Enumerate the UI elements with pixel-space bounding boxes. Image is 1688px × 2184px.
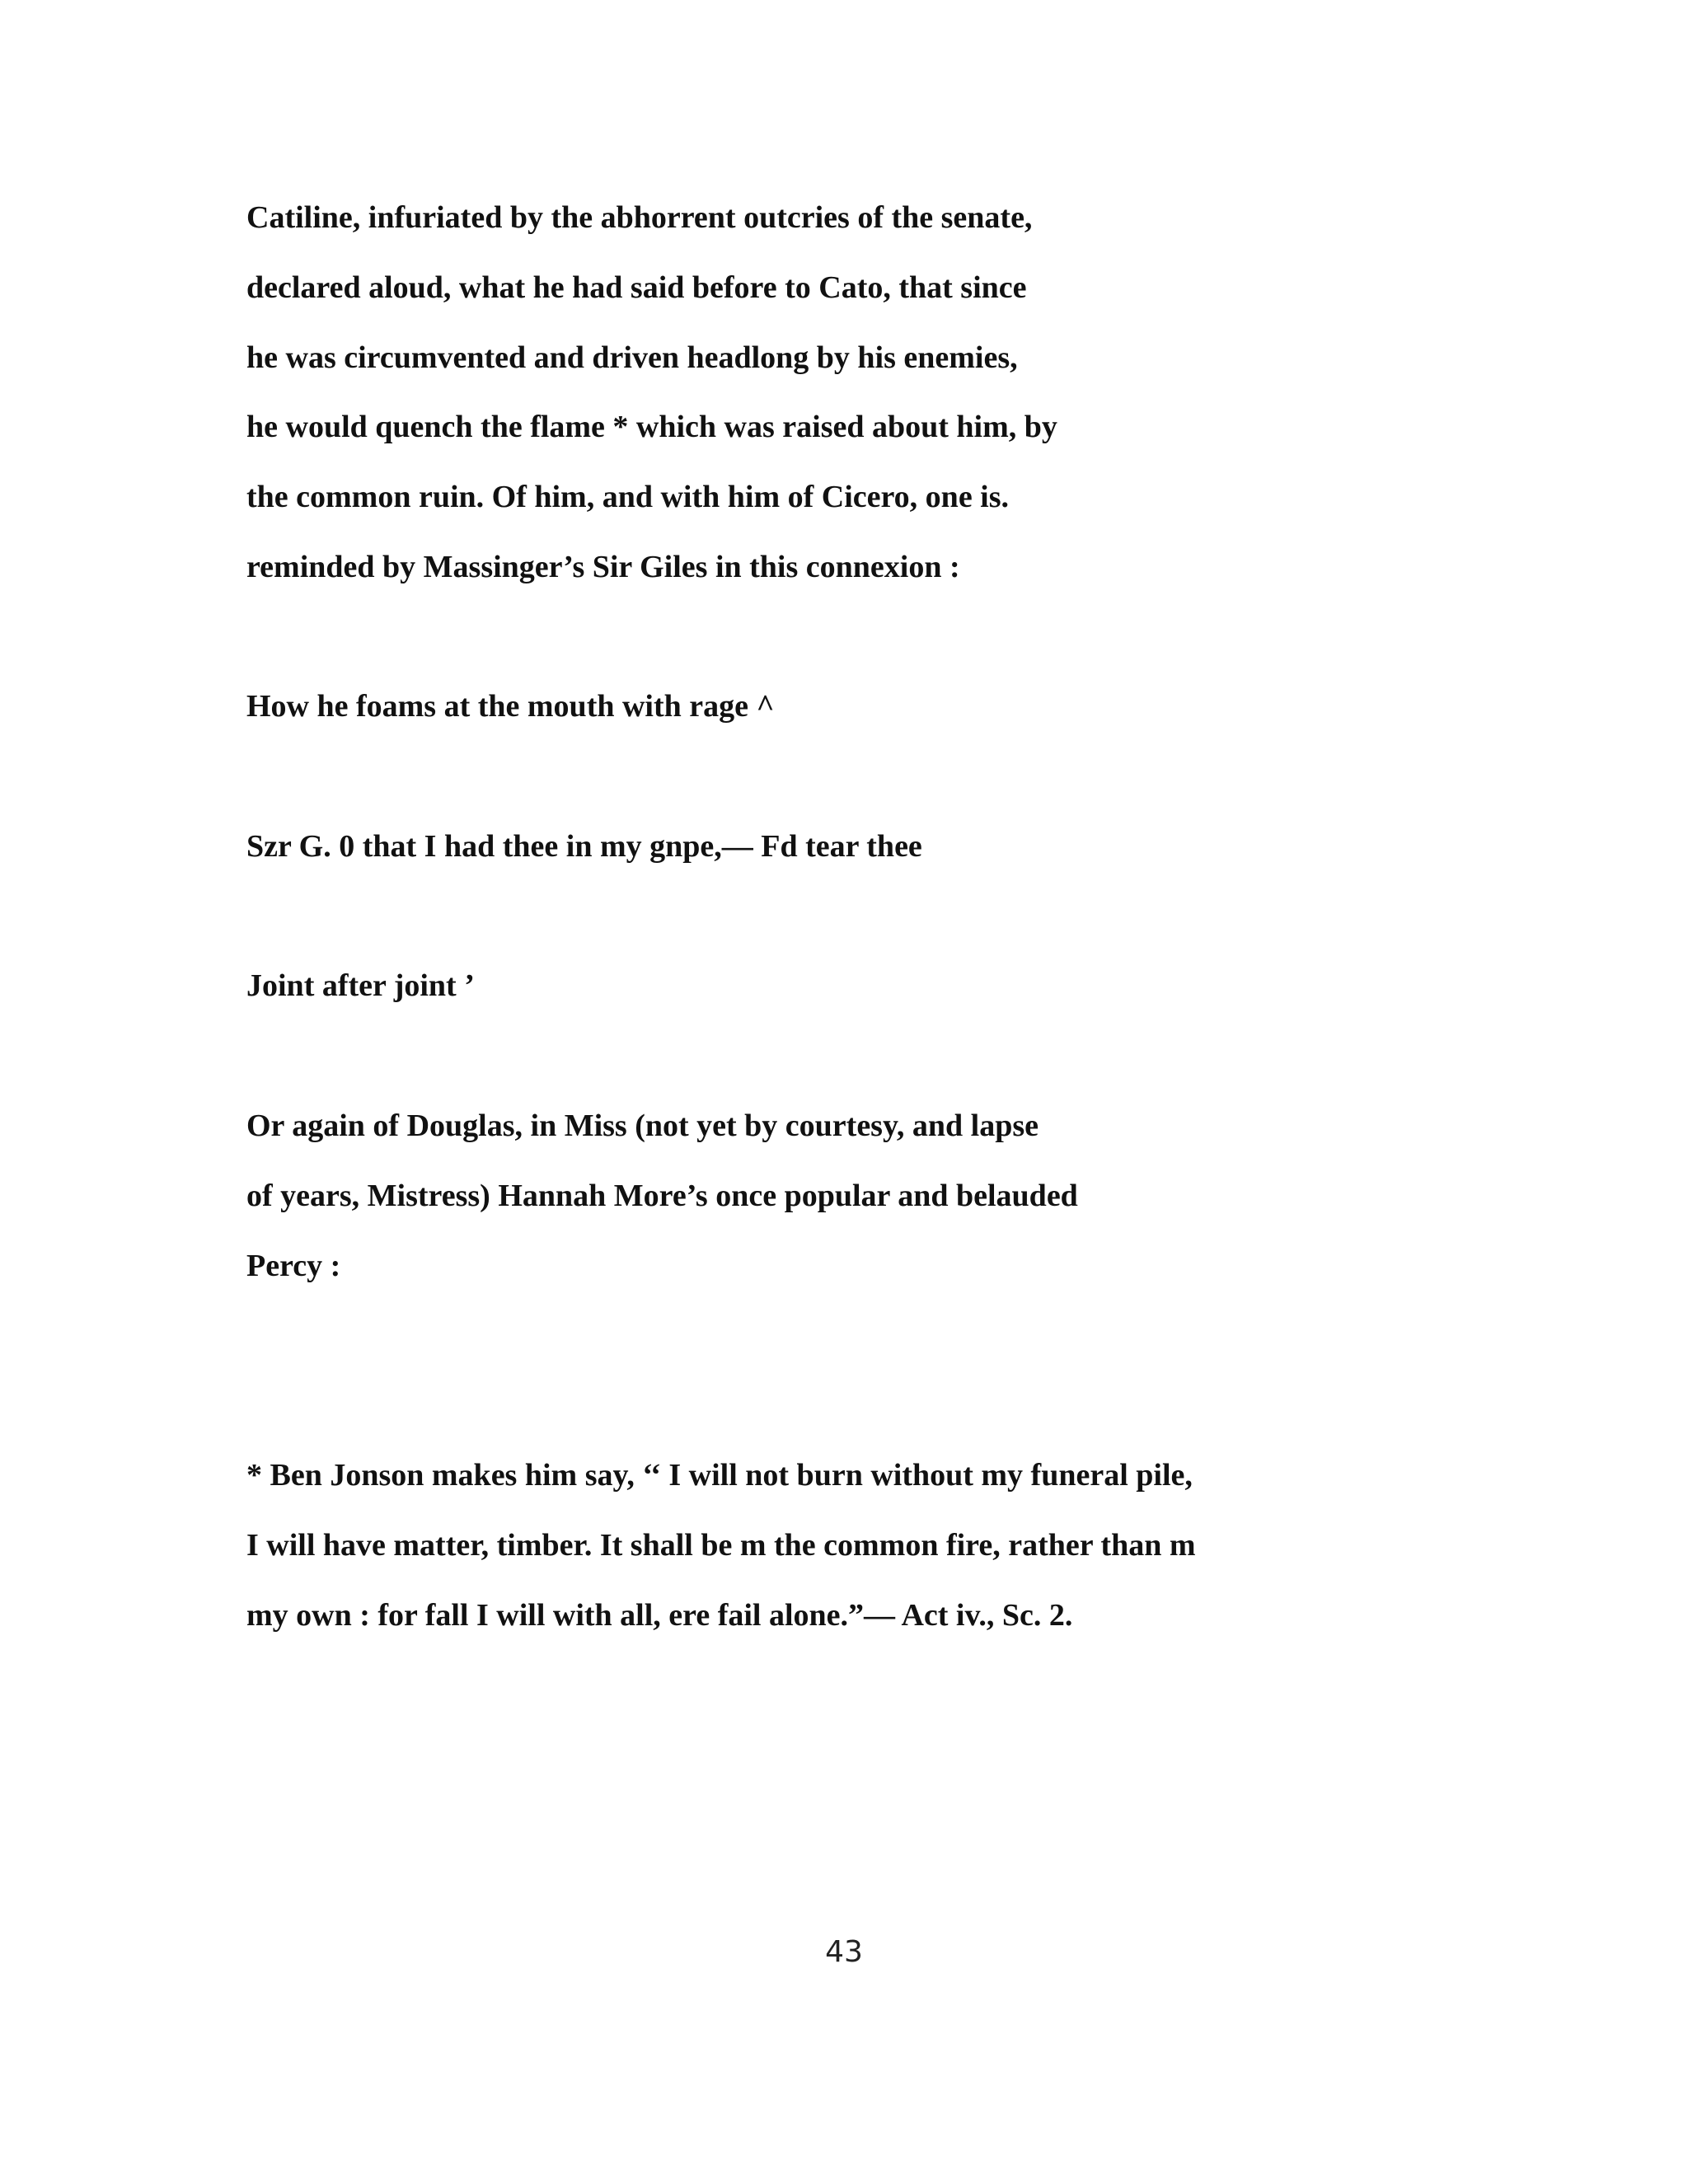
quote-line: Szr G. 0 that I had thee in my gnpe,— Fd tear thee <box>246 829 922 864</box>
footnote-line: my own : for fall I will with all, ere fail alone.”— Act iv., Sc. 2. <box>246 1598 1073 1633</box>
quote-line: How he foams at the mouth with rage ^ <box>246 689 775 724</box>
quote-line: Joint after joint ’ <box>246 968 475 1003</box>
text-line: reminded by Massinger’s Sir Giles in this connexion : <box>246 550 960 584</box>
text-line: Percy : <box>246 1249 341 1283</box>
text-line: he was circumvented and driven headlong by his enemies, <box>246 340 1018 375</box>
text-line: Or again of Douglas, in Miss (not yet by courtesy, and lapse <box>246 1108 1039 1143</box>
text-line: Catiline, infuriated by the abhorrent outcries of the senate, <box>246 200 1033 235</box>
text-line: of years, Mistress) Hannah More’s once popular and belauded <box>246 1179 1078 1213</box>
footnote-line: I will have matter, timber. It shall be m the common fire, rather than m <box>246 1528 1196 1563</box>
page-number: 43 <box>825 1935 863 1969</box>
footnote-line: * Ben Jonson makes him say, ‘‘ I will not burn without my funeral pile, <box>246 1458 1193 1493</box>
text-line: declared aloud, what he had said before to Cato, that since <box>246 270 1027 305</box>
text-line: he would quench the flame * which was raised about him, by <box>246 410 1057 444</box>
text-line: the common ruin. Of him, and with him of Cicero, one is. <box>246 480 1010 514</box>
